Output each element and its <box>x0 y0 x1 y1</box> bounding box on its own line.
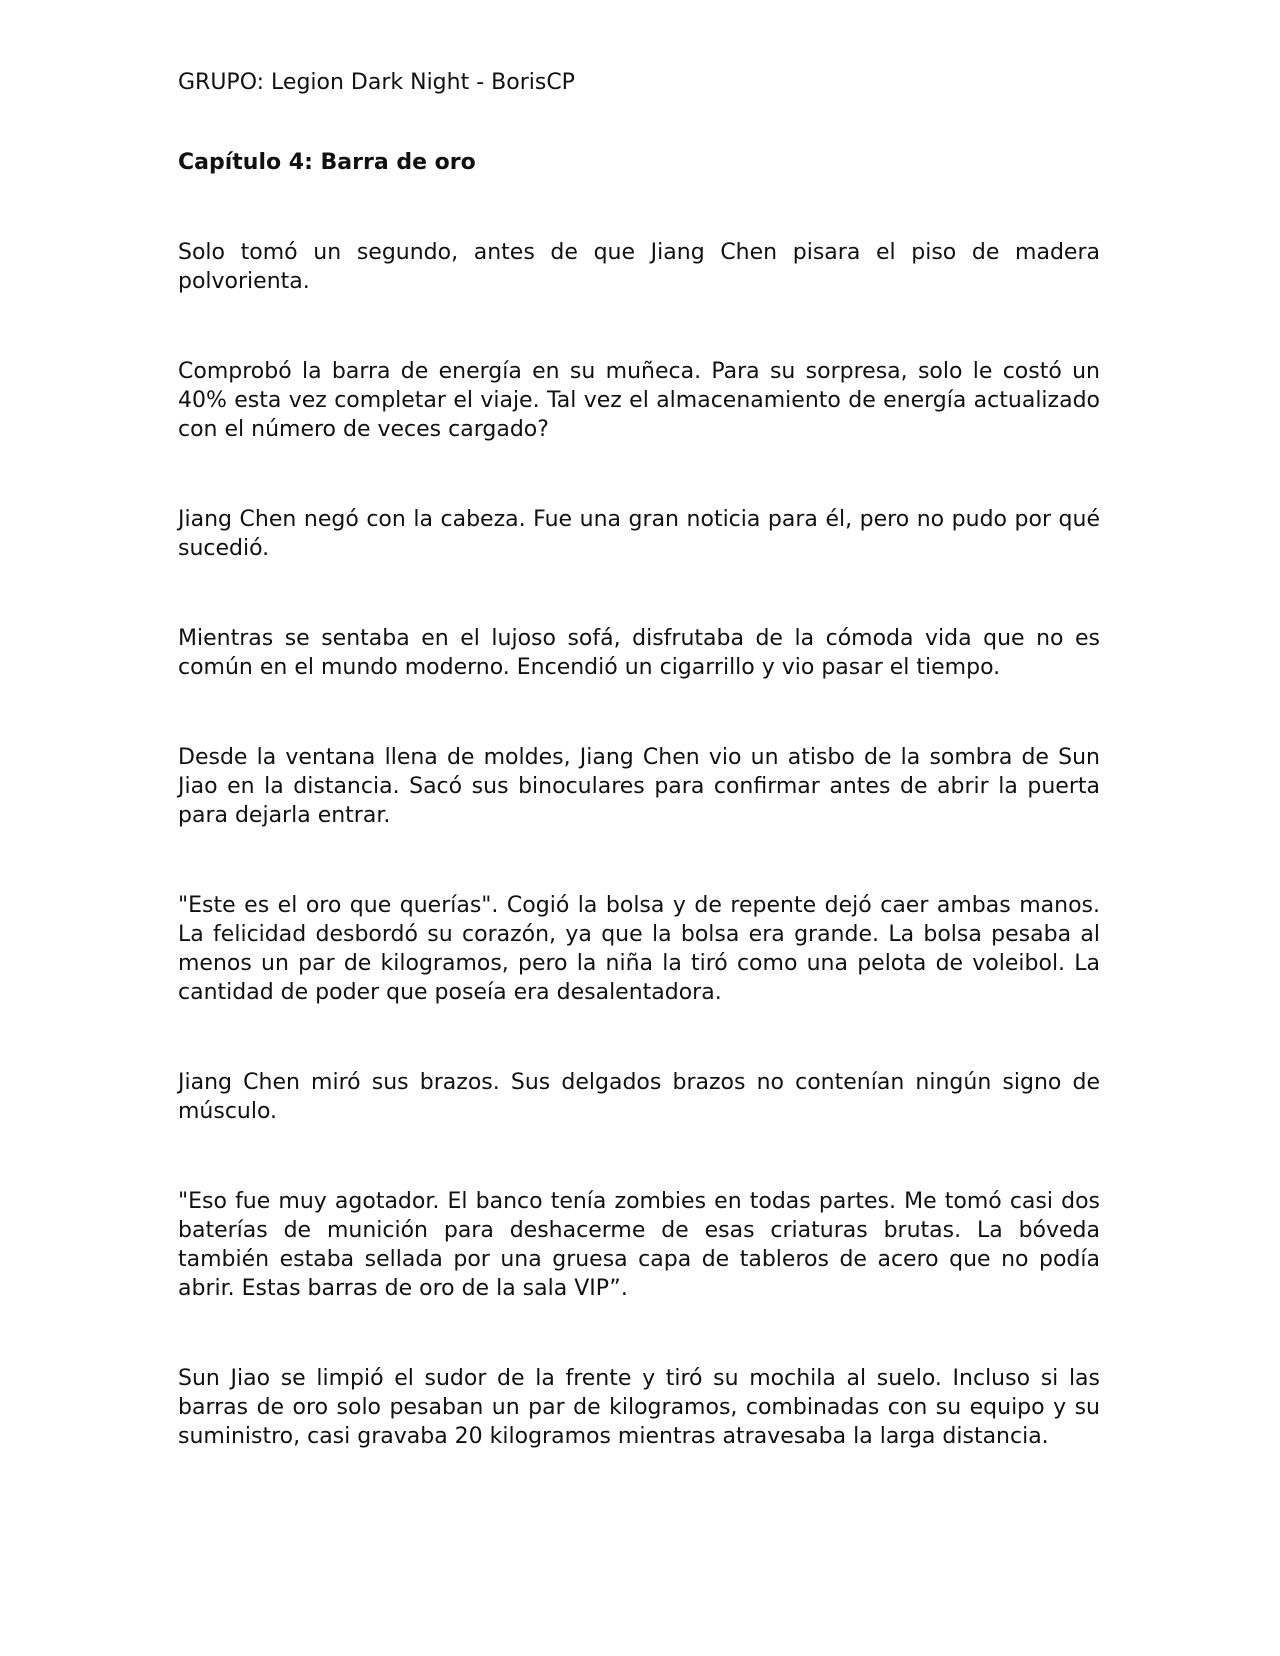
paragraph: Desde la ventana llena de moldes, Jiang Chen vio un atisbo de la sombra de Sun Jiao en la distancia. Sacó sus binoculares para confirmar antes de abrir la puerta para dejarla entrar. <box>178 745 1100 828</box>
paragraph: Solo tomó un segundo, antes de que Jiang Chen pisara el piso de madera polvorienta. <box>178 240 1100 294</box>
group-header: GRUPO: Legion Dark Night - BorisCP <box>178 70 575 95</box>
paragraph: "Eso fue muy agotador. El banco tenía zombies en todas partes. Me tomó casi dos baterías de munición para deshacerme de esas criaturas brutas. La bóveda también estaba sellada por una gruesa capa de tableros de acero que no podía abrir. Estas barras de oro de la sala VIP”. <box>178 1189 1100 1301</box>
paragraph: Jiang Chen negó con la cabeza. Fue una gran noticia para él, pero no pudo por qué sucedió. <box>178 507 1100 561</box>
document-body <box>178 68 1100 1451</box>
paragraph: Mientras se sentaba en el lujoso sofá, disfrutaba de la cómoda vida que no es común en el mundo moderno. Encendió un cigarrillo y vio pasar el tiempo. <box>178 626 1100 680</box>
paragraph: "Este es el oro que querías". Cogió la bolsa y de repente dejó caer ambas manos. La felicidad desbordó su corazón, ya que la bolsa era grande. La bolsa pesaba al menos un par de kilogramos, pero la niña la tiró como una pelota de voleibol. La cantidad de poder que poseía era desalentadora. <box>178 893 1100 1005</box>
chapter-title: Capítulo 4: Barra de oro <box>178 150 476 175</box>
paragraph: Sun Jiao se limpió el sudor de la frente y tiró su mochila al suelo. Incluso si las barras de oro solo pesaban un par de kilogramos, combinadas con su equipo y su suministro, casi gravaba 20 kilogramos mientras atravesaba la larga distancia. <box>178 1366 1100 1449</box>
paragraph: Jiang Chen miró sus brazos. Sus delgados brazos no contenían ningún signo de músculo. <box>178 1070 1100 1124</box>
paragraph: Comprobó la barra de energía en su muñeca. Para su sorpresa, solo le costó un 40% esta vez completar el viaje. Tal vez el almacenamiento de energía actualizado con el número de veces cargado? <box>178 359 1100 442</box>
